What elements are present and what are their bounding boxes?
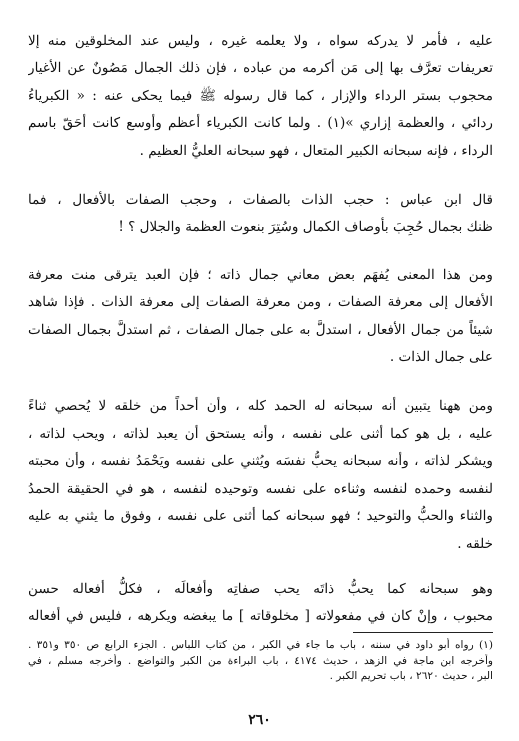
paragraph-gap: [28, 558, 493, 576]
text-line: محجوب بستر الرداء والإزار ، كما قال رسوله ﷺ فيما يحكى عنه : « الكبرياءُ: [28, 87, 493, 104]
footnote-divider: [353, 632, 493, 633]
paragraph-gap: [28, 165, 493, 187]
text-line: لنفسه وحمده لنفسه وثناءه على نفسه وتوحيده لنفسه ، هو في الحقيقة الحمدُ: [28, 480, 493, 497]
text-line: قال ابن عباس : حجب الذات بالصفات ، وحجب الصفات بالأفعال ، فما: [28, 192, 493, 209]
text-line: عليه ، فأمر لا يدركه سواه ، ولا يعلمه غيره ، وليس عند المخلوقين منه إلا: [28, 33, 493, 49]
footnotes: [28, 638, 493, 685]
text-line: ومن ههنا يتبين أنه سبحانه له الحمد كله ، وأن أحداً من خلقه لا يُحصي ثناءً: [28, 398, 493, 415]
paragraph-gap: [28, 371, 493, 393]
footnote-line: البر ، حديث ٢٦٢٠ ، باب تحريم الكبر .: [329, 670, 493, 682]
paragraph-2: [28, 187, 493, 242]
text-line: والثناء والحبُّ والتوحيد ؛ فهو سبحانه كما أثنى على نفسه ، وفوق ما يثني به عليه: [28, 508, 493, 525]
text-line: وهو سبحانه كما يحبُّ ذاتَه يحب صفاتِه وأفعالَه ، فكلُّ أفعاله حسن: [28, 580, 493, 597]
text-line: شيئاً من جمال الأفعال ، استدلَّ به على جمال الصفات ، ثم استدلَّ بجمال الصفات: [28, 321, 493, 338]
footnote-line: وأخرجه ابن ماجة في الزهد ، حديث ٤١٧٤ ، باب البراءة من الكبر والتواضع . وأخرجه مسلم ، في: [28, 654, 493, 667]
paragraph-gap: [28, 242, 493, 262]
paragraph-1: [28, 28, 493, 165]
text-line: على جمال الذات .: [389, 349, 493, 366]
paragraph-5: [28, 576, 493, 631]
body-text: [28, 28, 493, 631]
text-line: محبوب ، وإنْ كان في مفعولاته [ مخلوقاته ] ما يبغضه ويكرهه ، فليس في أفعاله: [28, 608, 493, 625]
text-line: ظنك بجمال حُجِبَ بأوصاف الكمال وسُتِرَ بنعوت العظمة والجلال ؟ !: [118, 219, 493, 236]
text-line: تعريفات تعرَّف بها إلى مَن أكرمه من عباده ، فإن ذلك الجمال مَصُونٌ عن الأغيار: [28, 60, 493, 77]
paragraph-3: [28, 262, 493, 372]
footnote-line: (١) رواه أبو داود في سننه ، باب ما جاء في الكبر ، من كتاب اللباس . الجزء الرابع ص ٣٥٠ و٣٥١ .: [28, 639, 493, 651]
text-line: عليه ، بل هو كما أثنى على نفسه ، وأنه يستحق أن يعبد لذاته ، ويحب لذاته ،: [28, 425, 493, 442]
text-line: الأفعال إلى معرفة الصفات ، ومن معرفة الصفات إلى معرفة الذات . فإذا شاهد: [28, 294, 493, 311]
page-number: ٢٦٠: [248, 712, 271, 728]
text-line: الرداء ، فإنه سبحانه الكبير المتعال ، فهو سبحانه العليُّ العظيم .: [139, 142, 493, 159]
text-line: خلقه .: [457, 535, 493, 552]
text-line: ردائي ، والعظمة إزاري »(١) . ولما كانت الكبرياء أعظم وأوسع كانت أحَقّ باسم: [28, 115, 493, 132]
text-line: ويشكر لذاته ، وأنه سبحانه يحبُّ نفسَه ويُثني على نفسه ويَحْمَدُ نفسه ، وأن محبته: [28, 453, 493, 470]
text-line: ومن هذا المعنى يُفهَم بعض معاني جمال ذاته ؛ فإن العبد يترقى منت معرفة: [28, 266, 493, 283]
paragraph-4: [28, 393, 493, 557]
